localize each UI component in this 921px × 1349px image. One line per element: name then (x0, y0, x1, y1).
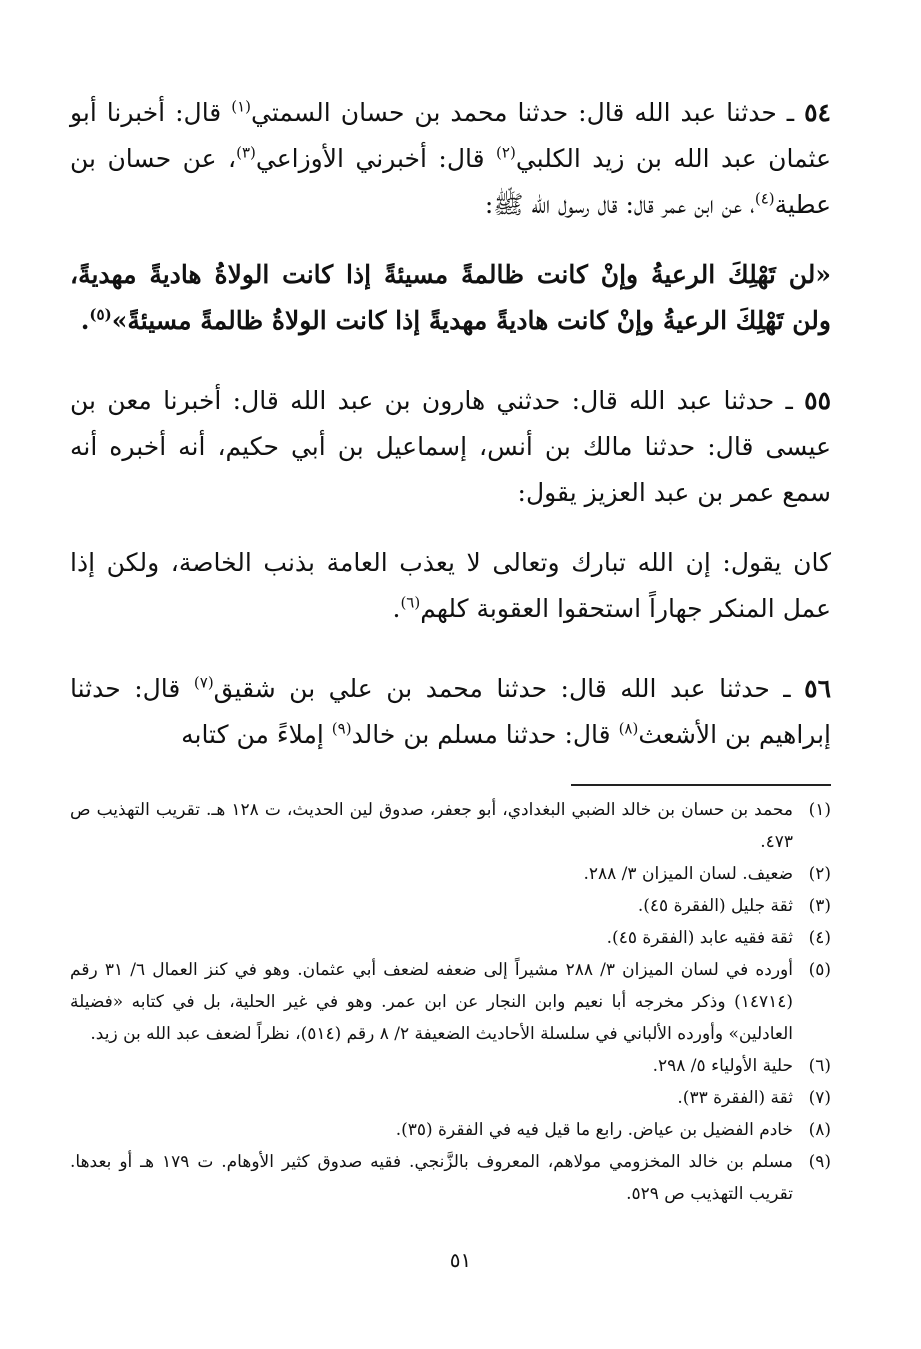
footnote-number: (٥) (808, 960, 831, 980)
footnote-text: أورده في لسان الميزان ٣/ ٢٨٨ مشيراً إلى ضعفه لضعف أبي عثمان. وهو في كنز العمال ٦/ ٣١ رقم (١٤٧١٤) وذكر مخرجه أبا نعيم وابن النجار عن ابن عمر. وهو في غير الحلية، بل في كتابه «فضيلة العادلين» وأورده الألباني في سلسلة الأحاديث الضعيفة ٢/ ٨ رقم (٥١٤)، نظراً لضعف عبد الله بن زيد. (70, 960, 793, 1044)
footnote-text: ثقة (الفقرة ٣٣). (677, 1088, 793, 1108)
footnote-number: (٣) (808, 896, 831, 916)
quote-55 (70, 540, 831, 632)
paragraph-text: ـ حدثنا عبد الله قال: حدثنا محمد بن حسان السمتي (251, 98, 805, 127)
paragraph-text: قال: حدثنا إبراهيم بن الأشعث (70, 674, 831, 749)
paragraph-text: إملاءً من كتابه (181, 720, 332, 749)
paragraph-text: ـ حدثنا عبد الله قال: حدثني هارون بن عبد الله قال: أخبرنا معن بن عيسى قال: حدثنا مالك بن أنس، إسماعيل بن أبي حكيم، أنه أخبره أنه سمع عمر بن عبد العزيز يقول: (70, 386, 831, 507)
footnotes-list (70, 794, 831, 1210)
footnote-number: (٨) (808, 1120, 831, 1140)
footnote-ref[interactable]: (٤) (754, 189, 775, 208)
footnote-divider (571, 784, 831, 786)
footnote-item (70, 1082, 831, 1114)
hadith-number: ٥٦ (804, 674, 831, 703)
footnote-text: مسلم بن خالد المخزومي مولاهم، المعروف بالزَّنجي. فقيه صدوق كثير الأوهام. ت ١٧٩ هـ أو بعدها. تقريب التهذيب ص ٥٢٩. (70, 1152, 793, 1204)
hadith-end: . (80, 306, 90, 335)
footnote-ref[interactable]: (٦) (400, 593, 421, 612)
footnote-item (70, 954, 831, 1050)
footnote-text: محمد بن حسان بن خالد الضبي البغدادي، أبو جعفر، صدوق لين الحديث، ت ١٢٨ هـ. تقريب التهذيب ص ٤٧٣. (70, 800, 793, 852)
footnote-text: خادم الفضيل بن عياض. رابع ما قيل فيه في الفقرة (٣٥). (395, 1120, 793, 1140)
paragraph-text: قال: أخبرني الأوزاعي (255, 144, 497, 173)
footnote-ref[interactable]: (٨) (618, 719, 639, 738)
paragraph-text: قال: أخبرنا أبو عثمان عبد الله بن زيد الكلبي (70, 98, 831, 173)
footnote-number: (٦) (808, 1056, 831, 1076)
paragraph-56 (70, 666, 831, 758)
footnote-ref[interactable]: (١) (231, 97, 252, 116)
hadith-quote: «لن تَهْلِكَ الرعيةُ وإنْ كانت ظالمةً مسيئةً إذا كانت الولاةُ هاديةً مهديةً، ولن تَهْلِكَ الرعيةُ وإنْ كانت هاديةً مهديةً إذا كانت الولاةُ ظالمةً مسيئةً» (70, 260, 831, 335)
footnote-item (70, 794, 831, 858)
paragraph-55 (70, 378, 831, 516)
footnote-number: (٤) (808, 928, 831, 948)
footnote-number: (٧) (808, 1088, 831, 1108)
footnote-ref[interactable]: (٩) (331, 719, 352, 738)
footnote-item (70, 858, 831, 890)
hadith-number: ٥٤ (804, 98, 831, 127)
book-page (70, 90, 831, 1349)
footnote-number: (٩) (808, 1152, 831, 1172)
footnote-text: حلية الأولياء ٥/ ٢٩٨. (652, 1056, 793, 1076)
footnote-item (70, 1114, 831, 1146)
footnote-item (70, 1146, 831, 1210)
footnote-number: (٢) (808, 864, 831, 884)
paragraph-text: ، عن حسان بن عطية (70, 144, 831, 219)
footnote-ref[interactable]: (٣) (236, 143, 256, 162)
paragraph-text: ـ حدثنا عبد الله قال: حدثنا محمد بن علي بن شقيق (213, 674, 805, 703)
paragraph-54 (70, 90, 831, 228)
footnote-text: ضعيف. لسان الميزان ٣/ ٢٨٨. (583, 864, 793, 884)
paragraph-text: ، عن ابن عمر قال: قال رسول الله ﷺ: (484, 190, 755, 219)
paragraph-text: قال: حدثنا مسلم بن خالد (351, 720, 619, 749)
footnote-text: ثقة فقيه عابد (الفقرة ٤٥). (606, 928, 793, 948)
footnote-ref[interactable]: (٥) (89, 305, 112, 324)
footnote-item (70, 1050, 831, 1082)
footnote-text: ثقة جليل (الفقرة ٤٥). (637, 896, 793, 916)
hadith-number: ٥٥ (804, 386, 831, 415)
footnote-item (70, 890, 831, 922)
hadith-text-54 (70, 252, 831, 344)
quote-end: . (392, 594, 401, 623)
quote-text: كان يقول: إن الله تبارك وتعالى لا يعذب العامة بذنب الخاصة، ولكن إذا عمل المنكر جهاراً استحقوا العقوبة كلهم (70, 548, 831, 623)
footnote-number: (١) (808, 800, 831, 820)
page-number: ٥١ (449, 1248, 472, 1272)
footnote-ref[interactable]: (٧) (193, 673, 214, 692)
footnote-item (70, 922, 831, 954)
footnote-ref[interactable]: (٢) (496, 143, 516, 162)
